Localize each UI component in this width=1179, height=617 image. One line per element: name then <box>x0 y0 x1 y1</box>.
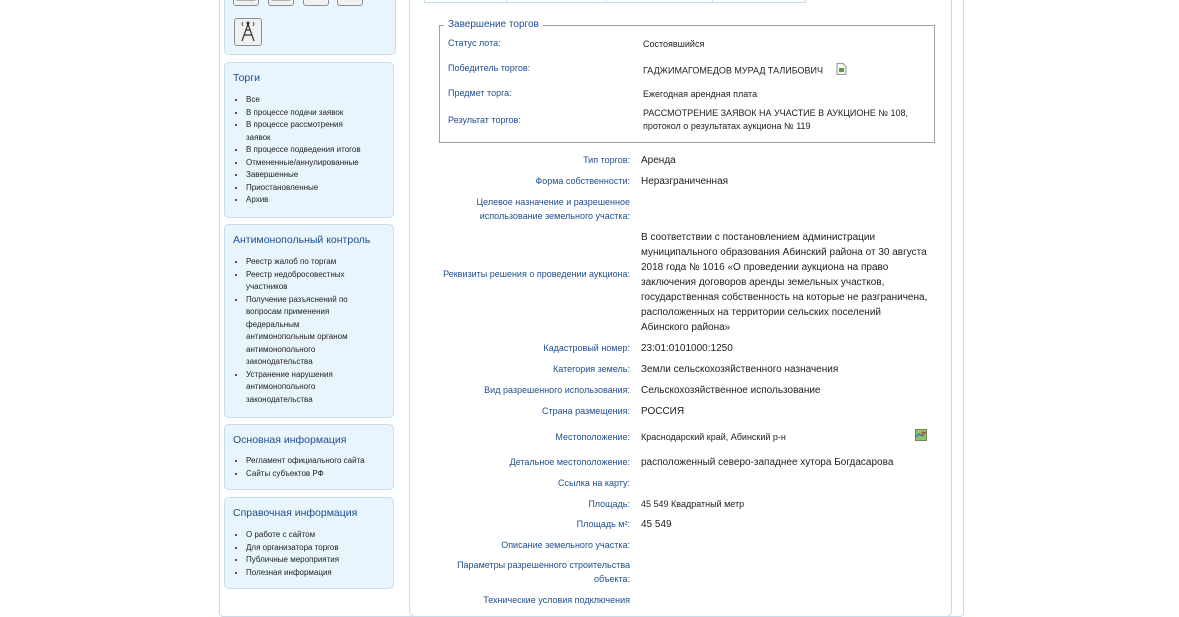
field-label: Технические условия подключения <box>483 595 630 605</box>
main-info-list <box>225 455 393 480</box>
list-item[interactable]: • Архив <box>246 194 393 207</box>
torgi-list <box>225 94 393 207</box>
field-label: Ссылка на карту: <box>557 478 630 488</box>
list-item[interactable]: • Все <box>246 94 393 107</box>
list-item[interactable]: • Завершенные <box>246 169 393 182</box>
field-value: 23:01:0101000:1250 <box>641 343 733 354</box>
field-value: Краснодарский край, Абинский р-н <box>641 432 786 442</box>
list-item[interactable]: • Получение разъяснений по вопросам применения федеральным антимонопольным органом антимонопольного законодательства <box>246 294 363 369</box>
field-label: Тип торгов: <box>583 155 630 165</box>
antimonopoly-title: Антимонопольный контроль <box>233 234 371 246</box>
keyboard-icon[interactable] <box>233 0 259 6</box>
field-label: Результат торгов: <box>448 115 521 125</box>
field-label: Статус лота: <box>448 38 501 48</box>
list-item[interactable]: • Для организатора торгов <box>246 542 393 555</box>
main-info-panel <box>224 424 394 490</box>
field-value: Земли сельскохозяйственного назначения <box>641 364 839 375</box>
list-item[interactable]: • Сайты субъектов РФ <box>246 468 393 481</box>
torgi-title: Торги <box>233 72 260 84</box>
field-value: Сельскохозяйственное использование <box>641 385 821 396</box>
field-label: Площадь: <box>588 499 630 509</box>
field-value: 45 549 <box>641 519 672 530</box>
list-item[interactable]: • В процессе подведения итогов <box>246 144 393 157</box>
field-label: Победитель торгов: <box>448 63 531 73</box>
list-item[interactable]: • Реестр жалоб по торгам <box>246 256 363 269</box>
field-label: Местоположение: <box>555 432 630 442</box>
tool-icons-panel <box>224 0 396 55</box>
hand-icon[interactable] <box>303 0 329 6</box>
field-value: Аренда <box>641 155 676 166</box>
list-item[interactable]: • Реестр недобросовестных участников <box>246 269 363 294</box>
reference-panel <box>224 497 394 589</box>
field-value: РОССИЯ <box>641 406 685 417</box>
field-label: Предмет торга: <box>448 88 512 98</box>
field-label: Реквизиты решения о проведении аукциона: <box>443 269 630 279</box>
list-item[interactable]: • В процессе подачи заявок <box>246 107 393 120</box>
reference-title: Справочная информация <box>233 507 358 519</box>
list-item[interactable]: • Полезная информация <box>246 567 393 580</box>
reference-list <box>225 529 393 579</box>
field-value: Неразграниченная <box>641 176 729 187</box>
field-value: В соответствии с постановлением администрации муниципального образования Абинский района от 30 августа 2018 года № 1016 «О проведении аукциона на право заключения договоров аренды земельных участков, государственная собственность на которые не разграничена, расположенных на территории сельских поселений Абинского района» <box>641 232 928 333</box>
list-item[interactable]: • Регламент официального сайта <box>246 455 393 468</box>
arrow-icon[interactable] <box>337 0 363 6</box>
field-value: Состоявшийся <box>643 39 705 49</box>
field-value: Ежегодная арендная плата <box>643 89 758 99</box>
field-value: РАССМОТРЕНИЕ ЗАЯВОК НА УЧАСТИЕ В АУКЦИОНЕ № 108, протокол о результатах аукциона № 119 <box>643 108 909 131</box>
completion-legend: Завершение торгов <box>444 19 543 30</box>
torgi-panel <box>224 62 394 218</box>
antimonopoly-list <box>225 256 393 406</box>
field-value: ГАДЖИМАГОМЕДОВ МУРАД ТАЛИБОВИЧ <box>643 63 928 79</box>
tab[interactable] <box>424 0 508 3</box>
document-icon[interactable] <box>836 63 847 79</box>
field-label: Параметры разрешенного строительства объекта: <box>457 560 630 584</box>
field-label: Категория земель: <box>553 364 630 374</box>
field-label: Площадь м²: <box>576 519 630 529</box>
field-label: Вид разрешенного использования: <box>484 385 630 395</box>
field-value: расположенный северо-западнее хутора Богдасарова <box>641 457 894 468</box>
grid-icon[interactable] <box>268 0 294 6</box>
list-item[interactable]: • Приостановленные <box>246 182 393 195</box>
antenna-icon[interactable] <box>234 18 262 46</box>
field-label: Описание земельного участка: <box>501 540 630 550</box>
field-label: Детальное местоположение: <box>509 457 630 467</box>
list-item[interactable]: • О работе с сайтом <box>246 529 393 542</box>
list-item[interactable]: • Отмененные/аннулированные <box>246 157 393 170</box>
antimonopoly-panel <box>224 224 394 418</box>
field-value: 45 549 Квадратный метр <box>641 499 745 509</box>
field-label: Страна размещения: <box>541 406 630 416</box>
field-label: Кадастровый номер: <box>543 343 630 353</box>
list-item[interactable]: • Устранение нарушения антимонопольного законодательства <box>246 369 363 407</box>
tab[interactable] <box>506 0 608 3</box>
list-item[interactable]: • Публичные мероприятия <box>246 554 393 567</box>
field-label: Форма собственности: <box>535 176 630 186</box>
tab[interactable] <box>606 0 714 3</box>
field-label: Целевое назначение и разрешенное использование земельного участка: <box>476 197 630 221</box>
tab[interactable] <box>712 0 806 3</box>
main-info-title: Основная информация <box>233 434 347 446</box>
list-item[interactable]: • В процессе рассмотрения заявок <box>246 119 393 144</box>
map-icon[interactable] <box>915 429 927 443</box>
